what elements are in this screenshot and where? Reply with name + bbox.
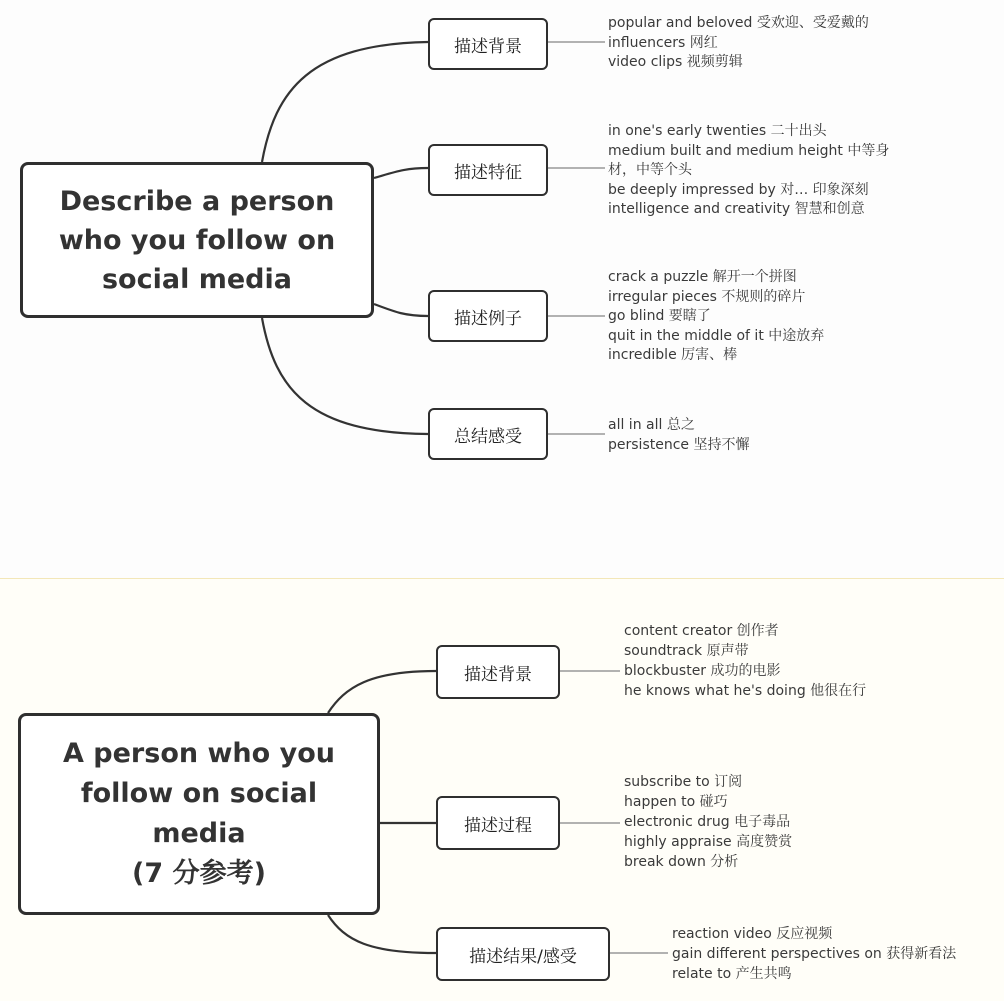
note-item: reaction video 反应视频	[672, 926, 833, 942]
connector-root-branch-1	[328, 671, 436, 713]
note-item: content creator 创作者	[624, 623, 779, 639]
note-item: electronic drug 电子毒品	[624, 814, 791, 830]
branch-background: 描述背景	[428, 18, 548, 70]
connector-root-branch-3	[328, 915, 436, 953]
notes-background	[608, 14, 869, 73]
note-item: soundtrack 原声带	[624, 643, 749, 659]
branch-summary: 总结感受	[428, 408, 548, 460]
note-item: persistence 坚持不懈	[608, 436, 750, 453]
branch-result-feelings: 描述结果/感受	[436, 927, 610, 981]
note-item: break down 分析	[624, 854, 739, 870]
mindmap-social-media-2	[0, 578, 1004, 1001]
central-topic-line: A person who you	[63, 738, 335, 769]
branch-examples: 描述例子	[428, 290, 548, 342]
note-item: relate to 产生共鸣	[672, 966, 792, 982]
notes-features	[608, 122, 889, 220]
notes-examples	[608, 268, 824, 366]
central-topic	[20, 162, 374, 318]
branch-process: 描述过程	[436, 796, 560, 850]
note-item: in one's early twenties 二十出头	[608, 123, 827, 139]
note-item: gain different perspectives on 获得新看法	[672, 946, 957, 962]
note-item: influencers 网红	[608, 34, 718, 51]
central-topic-line: follow on social	[80, 778, 318, 809]
central-topic-line: media	[152, 818, 246, 849]
central-topic-line: social media	[101, 263, 292, 295]
note-item: be deeply impressed by 对… 印象深刻	[608, 181, 869, 198]
notes-result-feelings	[672, 924, 956, 984]
note-item: he knows what he's doing 他很在行	[624, 683, 867, 699]
note-item: incredible 厉害、棒	[608, 347, 738, 363]
note-item: popular and beloved 受欢迎、受爱戴的	[608, 15, 869, 31]
notes-summary	[608, 416, 749, 455]
connector-root-branch-4	[262, 318, 428, 434]
note-item: video clips 视频剪辑	[608, 54, 743, 70]
central-topic-line: Describe a person	[59, 185, 335, 217]
note-item: irregular pieces 不规则的碎片	[608, 288, 806, 305]
notes-background	[624, 621, 866, 701]
note-item: crack a puzzle 解开一个拼图	[608, 269, 797, 285]
notes-process	[624, 772, 792, 872]
note-item: highly appraise 高度赞赏	[624, 834, 793, 850]
central-topic	[18, 713, 380, 915]
note-item: blockbuster 成功的电影	[624, 663, 781, 679]
central-topic-line: (7 分参考)	[132, 858, 266, 889]
central-topic-line: who you follow on	[58, 224, 336, 256]
branch-background: 描述背景	[436, 645, 560, 699]
note-item: go blind 要瞎了	[608, 308, 711, 324]
note-item: all in all 总之	[608, 417, 695, 433]
connector-root-branch-3	[374, 304, 428, 316]
connector-root-branch-1	[262, 42, 428, 162]
note-item: happen to 碰巧	[624, 794, 728, 810]
note-item: 材，中等个头	[608, 162, 692, 178]
note-item: medium built and medium height 中等身	[608, 142, 890, 159]
note-item: intelligence and creativity 智慧和创意	[608, 201, 865, 217]
note-item: subscribe to 订阅	[624, 774, 743, 790]
note-item: quit in the middle of it 中途放弃	[608, 327, 825, 344]
branch-features: 描述特征	[428, 144, 548, 196]
connector-root-branch-2	[374, 168, 428, 178]
